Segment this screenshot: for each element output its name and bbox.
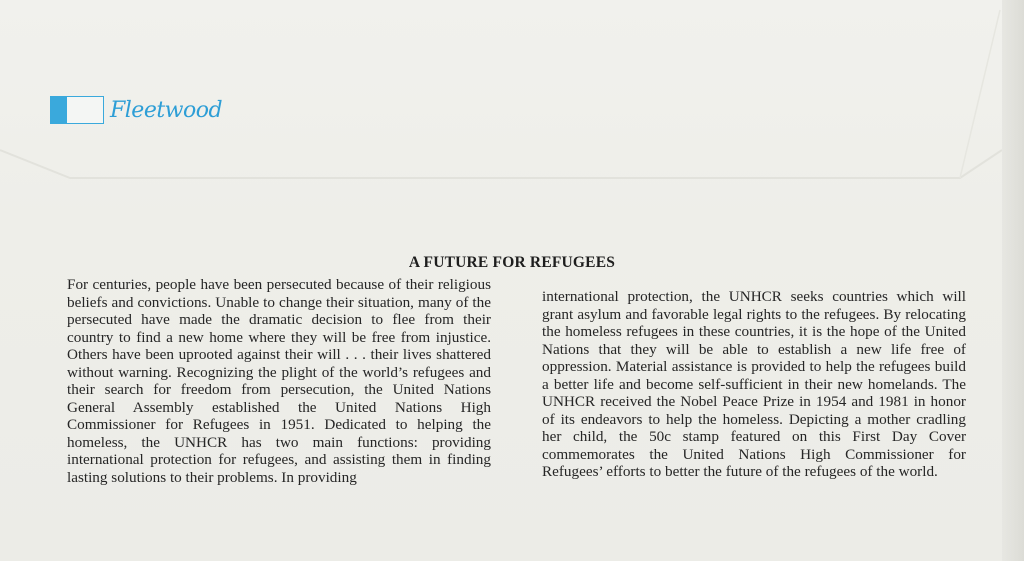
text-column-left: For centuries, people have been persecuted because of their religious beliefs and convictions. Unable to change their situation, many of the persecuted have made the dramatic decision to flee from their country to find a new home where they will be free from injustice. Others have been uprooted against their will . . . their lives shattered without warning. Recognizing the plight of the world’s refugees and their search for freedom from persecution, the United Nations General Assembly established the United Nations High Commissioner for Refugees in 1951. Dedicated to helping the homeless, the UNHCR has two main functions: providing international protection for refugees, and assisting them in finding lasting solutions to their problems. In providing — [67, 276, 491, 486]
envelope-edge — [1002, 0, 1024, 561]
text-column-right: international protection, the UNHCR seeks countries which will grant asylum and favorable legal rights to the refugees. By relocating the homeless refugees in these countries, it is the hope of the United Nations that they will be able to establish a new life free of oppression. Material assistance is provided to help the refugees build a better life and become self-sufficient in their new homelands. The UNHCR received the Nobel Peace Prize in 1954 and 1981 in honor of its endeavors to help the homeless. Depicting a mother cradling her child, the 50c stamp featured on this First Day Cover commemorates the United Nations High Commissioner for Refugees’ efforts to better the future of the refugees of the world. — [542, 288, 966, 480]
logo-box-icon — [50, 96, 104, 124]
logo-wordmark: Fleetwood — [110, 97, 223, 123]
logo-box-fill — [51, 97, 67, 123]
document-title: A FUTURE FOR REFUGEES — [408, 254, 616, 271]
fleetwood-logo — [50, 95, 222, 125]
